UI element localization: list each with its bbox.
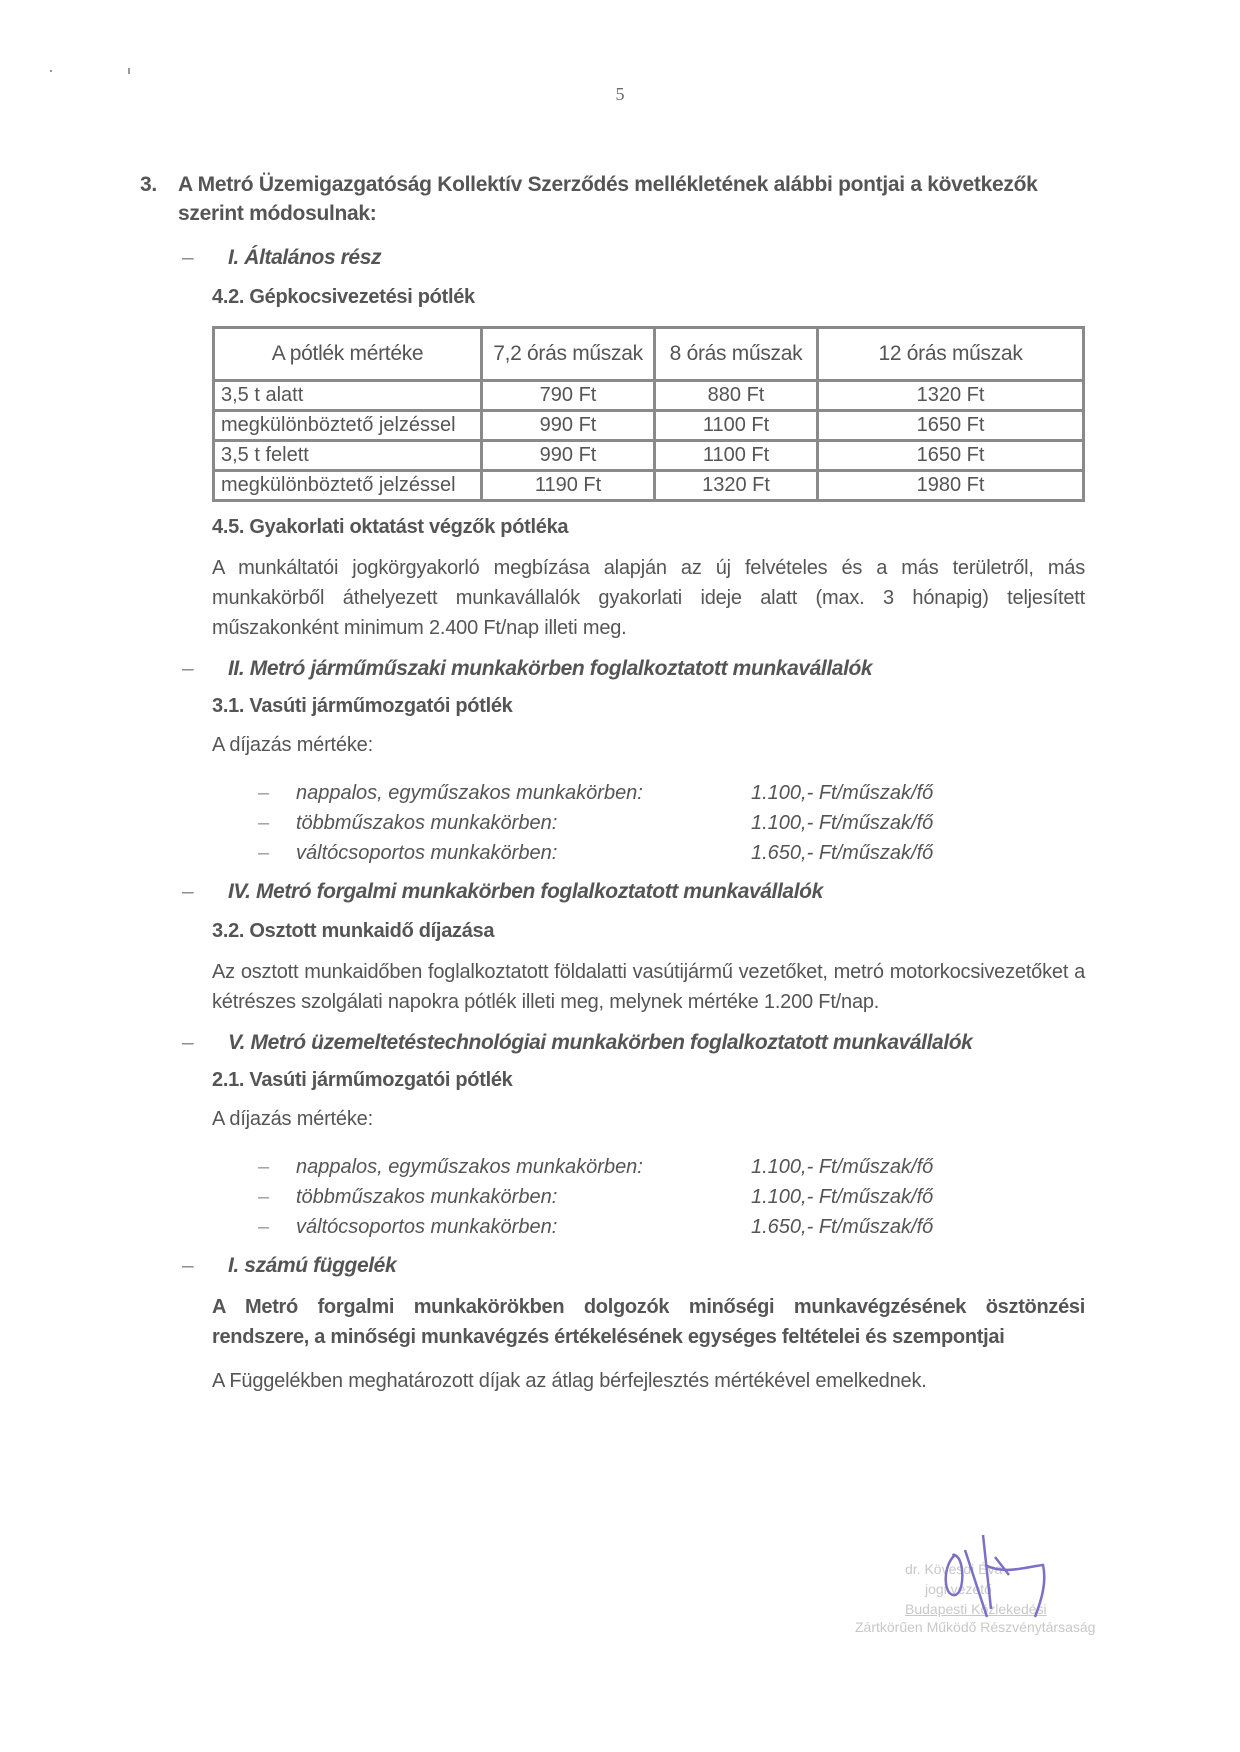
rate-label: váltócsoportos munkakörben: xyxy=(296,1215,558,1238)
rate-item xyxy=(258,1182,1090,1212)
part-heading-traffic xyxy=(182,880,1090,904)
subsection-title: 3.2. Osztott munkaidő díjazása xyxy=(212,920,495,942)
rate-item xyxy=(258,778,1090,808)
scan-speck xyxy=(128,68,130,74)
scan-speck xyxy=(50,70,52,72)
dash-bullet: – xyxy=(182,657,194,680)
table-cell: 1190 Ft xyxy=(482,471,655,501)
part-title: II. Metró járműműszaki munkakörben foglalkoztatott munkavállalók xyxy=(228,657,873,680)
table-cell: 3,5 t felett xyxy=(214,441,482,471)
stamp-line: dr. Kövesdi Éva xyxy=(905,1561,1003,1577)
rate-label: nappalos, egyműszakos munkakörben: xyxy=(296,781,643,804)
subsection-title: 2.1. Vasúti járműmozgatói pótlék xyxy=(212,1069,513,1091)
page-number: 5 xyxy=(615,84,625,104)
table-cell: 990 Ft xyxy=(482,411,655,441)
driving-allowance-table xyxy=(212,326,1085,502)
rate-label: többműszakos munkakörben: xyxy=(296,1185,558,1208)
table-cell: 1320 Ft xyxy=(818,381,1084,411)
table-cell: 790 Ft xyxy=(482,381,655,411)
rate-list xyxy=(258,778,1090,868)
dash-bullet: – xyxy=(258,781,270,804)
table-cell: 1980 Ft xyxy=(818,471,1084,501)
table-cell: 1650 Ft xyxy=(818,411,1084,441)
table-row xyxy=(214,441,1084,471)
dash-bullet: – xyxy=(258,841,270,864)
rate-item xyxy=(258,1212,1090,1242)
part-heading-appendix xyxy=(182,1254,1090,1278)
dash-bullet: – xyxy=(182,880,194,903)
table-header-row xyxy=(214,328,1084,381)
rate-value: 1.650,- Ft/műszak/fő xyxy=(751,1215,934,1238)
part-heading-vehicle-tech xyxy=(182,657,1090,681)
table-header: A pótlék mértéke xyxy=(214,328,482,381)
appendix-paragraph: A Függelékben meghatározott díjak az átlag bérfejlesztés mértékével emelkednek. xyxy=(212,1370,927,1392)
rate-intro: A díjazás mértéke: xyxy=(212,1108,373,1130)
part-heading-general xyxy=(182,246,1090,270)
rate-label: nappalos, egyműszakos munkakörben: xyxy=(296,1155,643,1178)
part-title: V. Metró üzemeltetéstechnológiai munkakörben foglalkoztatott munkavállalók xyxy=(228,1031,973,1054)
table-header: 12 órás műszak xyxy=(818,328,1084,381)
table-cell: 1320 Ft xyxy=(655,471,818,501)
signature-stamp xyxy=(845,1525,1135,1675)
dash-bullet: – xyxy=(182,1031,194,1054)
rate-label: váltócsoportos munkakörben: xyxy=(296,841,558,864)
subsection-title: 3.1. Vasúti járműmozgatói pótlék xyxy=(212,695,513,717)
rate-value: 1.100,- Ft/műszak/fő xyxy=(751,811,934,834)
table-row xyxy=(214,471,1084,501)
dash-bullet: – xyxy=(258,1155,270,1178)
dash-bullet: – xyxy=(258,1185,270,1208)
part-heading-operations xyxy=(182,1031,1090,1055)
split-shift-paragraph: Az osztott munkaidőben foglalkoztatott földalatti vasútijármű vezetőket, metró motorkocsivezetőket a kétrészes szolgálati napokra pótlék illeti meg, melynek mértéke 1.200 Ft/nap. xyxy=(212,961,1085,1013)
signature-icon xyxy=(925,1525,1085,1635)
dash-bullet: – xyxy=(182,246,194,269)
rate-value: 1.100,- Ft/műszak/fő xyxy=(751,1155,934,1178)
rate-value: 1.650,- Ft/műszak/fő xyxy=(751,841,934,864)
part-title: I. számú függelék xyxy=(228,1254,397,1277)
rate-value: 1.100,- Ft/műszak/fő xyxy=(751,1185,934,1208)
training-paragraph: A munkáltatói jogkörgyakorló megbízása alapján az új felvételes és a más területről, más munkakörből áthelyezett munkavállalók gyakorlati ideje alatt (max. 3 hónapig) teljesített műszakonként minimum 2.400 Ft/nap illeti meg. xyxy=(212,557,1085,639)
section-number: 3. xyxy=(140,173,157,196)
appendix-title: A Metró forgalmi munkakörökben dolgozók minőségi munkavégzésének ösztönzési rendszere, a minőségi munkavégzés értékelésének egységes feltételei és szempontjai xyxy=(212,1296,1085,1348)
table-row xyxy=(214,381,1084,411)
table-cell: 1650 Ft xyxy=(818,441,1084,471)
subsection-title-driving: 4.2. Gépkocsivezetési pótlék xyxy=(212,286,475,308)
rate-value: 1.100,- Ft/műszak/fő xyxy=(751,781,934,804)
table-row xyxy=(214,411,1084,441)
dash-bullet: – xyxy=(258,811,270,834)
section-title: A Metró Üzemigazgatóság Kollektív Szerződés mellékletének alábbi pontjai a következők szerint módosulnak: xyxy=(178,173,1038,225)
table-cell: 990 Ft xyxy=(482,441,655,471)
section-heading xyxy=(140,170,1090,228)
dash-bullet: – xyxy=(258,1215,270,1238)
rate-list xyxy=(258,1152,1090,1242)
rate-item xyxy=(258,838,1090,868)
rate-item xyxy=(258,1152,1090,1182)
rate-item xyxy=(258,808,1090,838)
stamp-line: jogi vezető xyxy=(925,1581,992,1597)
rate-label: többműszakos munkakörben: xyxy=(296,811,558,834)
table-cell: 880 Ft xyxy=(655,381,818,411)
part-title: I. Általános rész xyxy=(228,246,382,269)
dash-bullet: – xyxy=(182,1254,194,1277)
table-cell: megkülönböztető jelzéssel xyxy=(214,411,482,441)
table-header: 7,2 órás műszak xyxy=(482,328,655,381)
table-header: 8 órás műszak xyxy=(655,328,818,381)
table-cell: 1100 Ft xyxy=(655,441,818,471)
stamp-line: Budapesti Közlekedési xyxy=(905,1601,1047,1617)
stamp-line: Zártkörűen Működő Részvénytársaság xyxy=(855,1619,1096,1635)
table-cell: megkülönböztető jelzéssel xyxy=(214,471,482,501)
table-cell: 3,5 t alatt xyxy=(214,381,482,411)
subsection-title-training: 4.5. Gyakorlati oktatást végzők pótléka xyxy=(212,516,569,538)
document-body xyxy=(140,170,1090,1396)
table-cell: 1100 Ft xyxy=(655,411,818,441)
rate-intro: A díjazás mértéke: xyxy=(212,734,373,756)
part-title: IV. Metró forgalmi munkakörben foglalkoztatott munkavállalók xyxy=(228,880,823,903)
